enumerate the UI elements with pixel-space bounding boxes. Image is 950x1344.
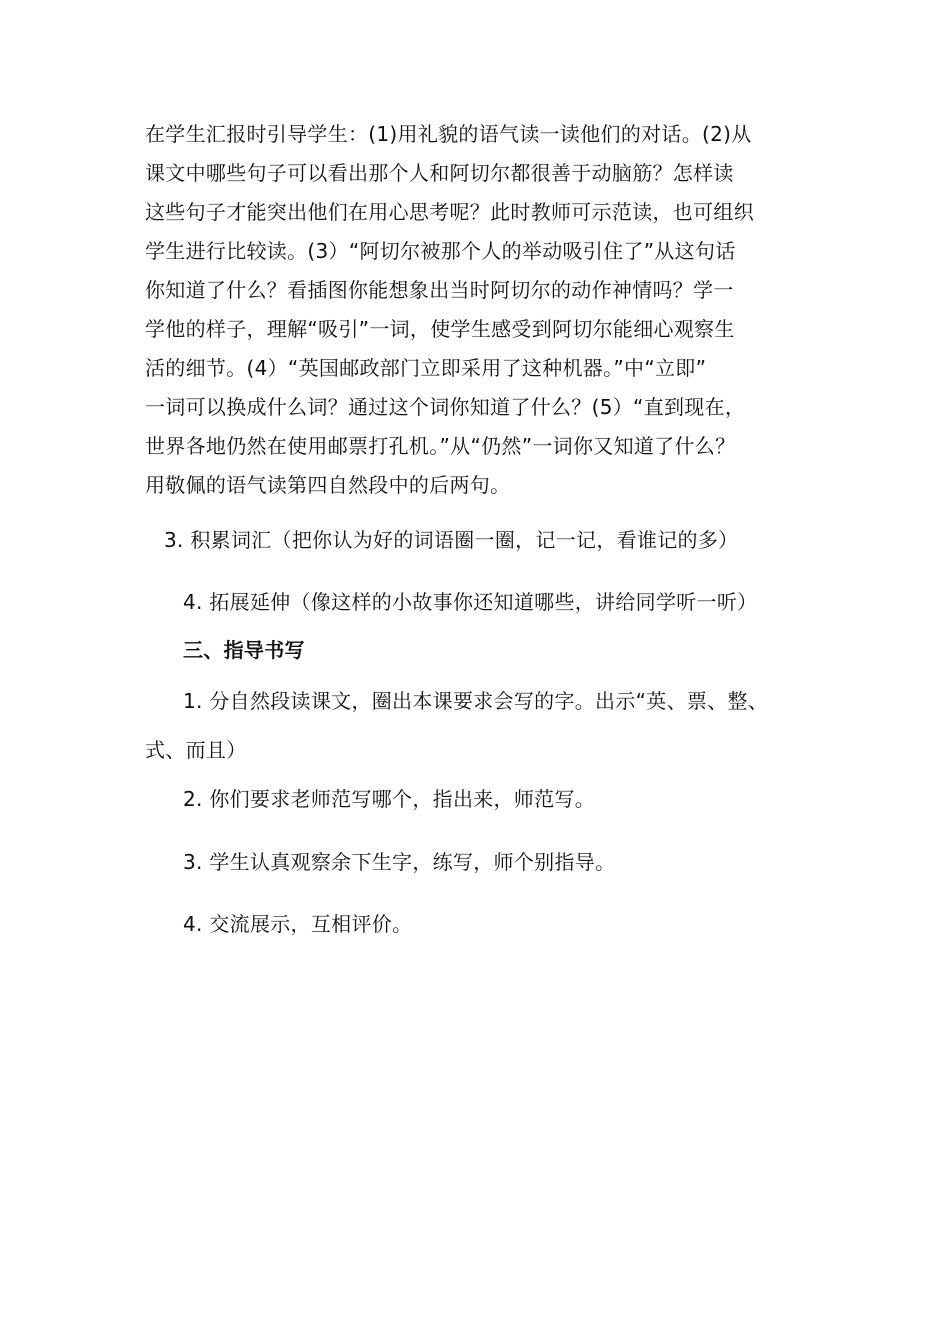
paragraph-line: 世界各地仍然在使用邮票打孔机。”从“仍然”一词你又知道了什么？ <box>145 434 736 458</box>
writing-step-3: 3. 学生认真观察余下生字，练写，师个别指导。 <box>183 850 616 874</box>
writing-step-4: 4. 交流展示，互相评价。 <box>183 912 413 936</box>
paragraph-line: 学生进行比较读。(3）“阿切尔被那个人的举动吸引住了”从这句话 <box>145 239 736 263</box>
list-item-vocabulary: 3. 积累词汇（把你认为好的词语圈一圈，记一记，看谁记的多） <box>164 528 739 552</box>
list-item-extension: 4. 拓展延伸（像这样的小故事你还知道哪些，讲给同学听一听） <box>183 590 758 614</box>
writing-step-1-continued: 式、而且） <box>145 738 247 762</box>
paragraph-line: 你知道了什么？看插图你能想象出当时阿切尔的动作神情吗？学一 <box>145 278 734 302</box>
paragraph-line: 用敬佩的语气读第四自然段中的后两句。 <box>145 473 511 497</box>
paragraph-line: 一词可以换成什么词？通过这个词你知道了什么？(5）“直到现在， <box>145 395 746 419</box>
paragraph-line: 在学生汇报时引导学生：(1)用礼貌的语气读一读他们的对话。(2)从 <box>145 122 752 146</box>
paragraph-line: 活的细节。(4）“英国邮政部门立即采用了这种机器。”中“立即” <box>145 356 707 380</box>
section-heading: 三、指导书写 <box>183 638 305 662</box>
writing-step-1: 1. 分自然段读课文，圈出本课要求会写的字。出示“英、票、整、 <box>183 689 769 713</box>
paragraph-line: 这些句子才能突出他们在用心思考呢？此时教师可示范读，也可组织 <box>145 200 754 224</box>
writing-step-2: 2. 你们要求老师范写哪个，指出来，师范写。 <box>183 787 596 811</box>
paragraph-line: 学他的样子，理解“吸引”一词，使学生感受到阿切尔能细心观察生 <box>145 317 735 341</box>
paragraph-line: 课文中哪些句子可以看出那个人和阿切尔都很善于动脑筋？怎样读 <box>145 161 734 185</box>
